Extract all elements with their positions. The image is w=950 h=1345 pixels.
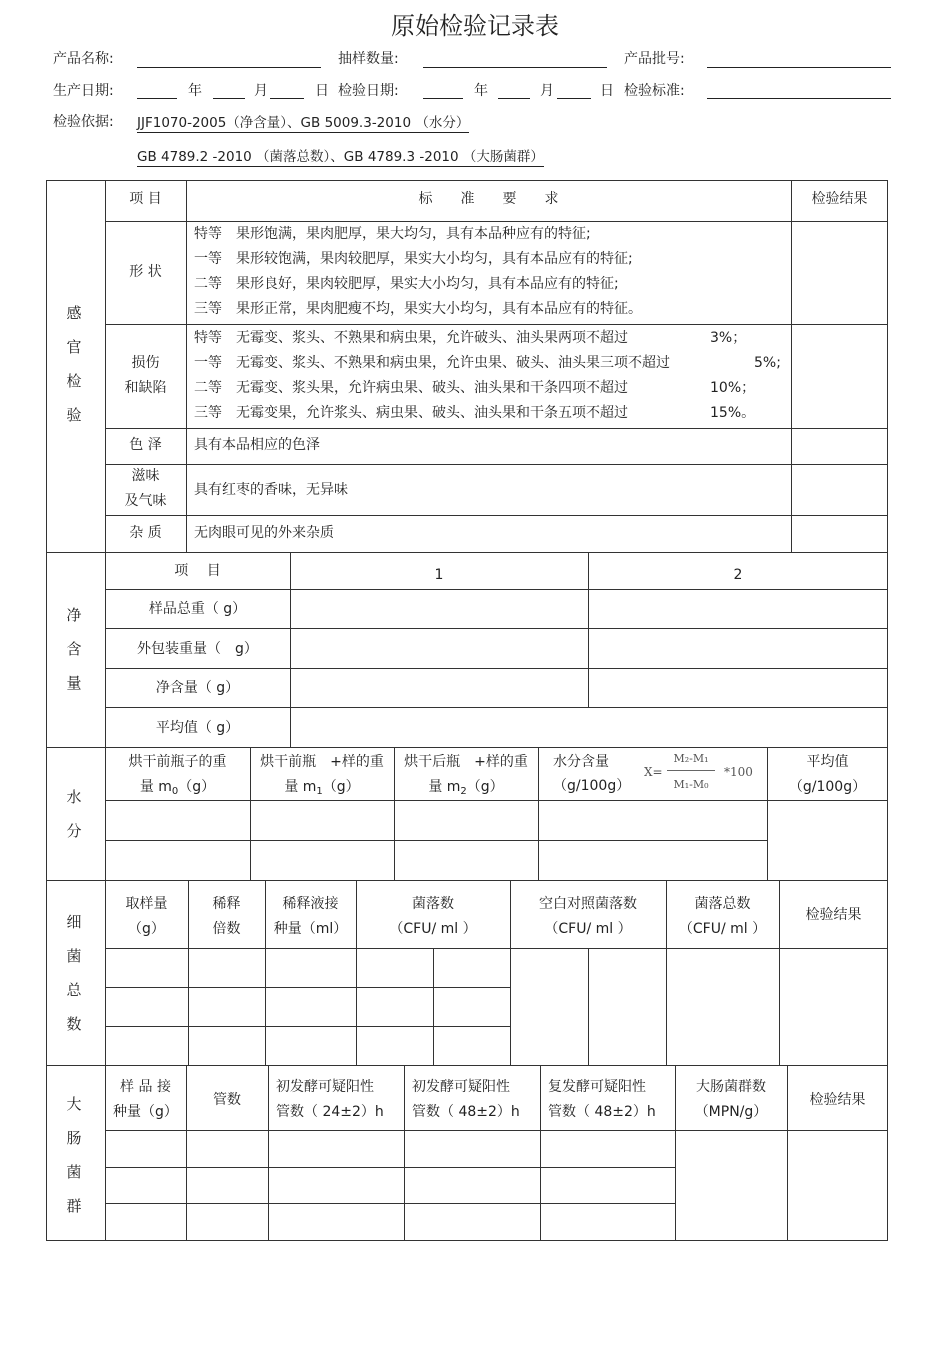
basis-label: 检验依据: xyxy=(53,114,114,130)
prod-day-field[interactable] xyxy=(270,98,304,99)
insp-month-label: 月 xyxy=(540,83,554,99)
bacteria-h3-line1: 稀释液接 xyxy=(282,896,339,912)
prod-day-label: 日 xyxy=(315,83,329,99)
bacteria-col-result: 检验结果 xyxy=(805,907,862,923)
moisture-h5-line1: 平均值 xyxy=(806,754,849,770)
insp-standard-label: 检验标准: xyxy=(624,83,685,99)
prod-date-label: 生产日期: xyxy=(53,83,114,99)
net-col-item: 项 目 xyxy=(174,563,221,579)
moisture-h1-line1: 烘干前瓶子的重 xyxy=(128,754,227,770)
damage-line-3: 二等 无霉变、浆头果，允许病虫果、破头、油头果和干条四项不超过 xyxy=(194,380,628,396)
insp-year-field[interactable] xyxy=(423,98,463,99)
coliform-h1-line2: 种量（g） xyxy=(113,1104,178,1120)
insp-day-label: 日 xyxy=(600,83,614,99)
bacteria-h2-line2: 倍数 xyxy=(212,921,241,937)
moisture-h4-line1: 水分含量 xyxy=(553,754,609,770)
coliform-h4-line1: 初发酵可疑阳性 xyxy=(412,1079,510,1095)
coliform-col-result: 检验结果 xyxy=(809,1092,866,1108)
insp-year-label: 年 xyxy=(474,83,488,99)
coliform-h6-line2: （MPN/g） xyxy=(694,1104,768,1120)
bacteria-h4-line2: （CFU/ ml ） xyxy=(389,921,477,937)
damage-pct-2: 5%; xyxy=(754,355,781,371)
shape-line-2: 一等 果形较饱满，果肉较肥厚，果实大小均匀，具有本品应有的特征; xyxy=(194,251,633,267)
coliform-h5-line1: 复发酵可疑阳性 xyxy=(548,1079,646,1095)
shape-label: 形 状 xyxy=(129,264,162,280)
moisture-h4-line2: （g/100g） xyxy=(553,778,631,794)
impurity-requirement: 无肉眼可见的外来杂质 xyxy=(194,525,334,541)
damage-pct-4: 15%。 xyxy=(710,405,756,421)
coliform-h4-line2: 管数（ 48±2）h xyxy=(412,1104,520,1120)
net-row-sample-weight: 样品总重（ g） xyxy=(148,601,247,617)
taste-requirement: 具有红枣的香味，无异味 xyxy=(194,482,348,498)
product-name-label: 产品名称: xyxy=(53,51,114,67)
damage-line-2: 一等 无霉变、浆头、不熟果和病虫果，允许虫果、破头、油头果三项不超过 xyxy=(194,355,670,371)
batch-no-field[interactable] xyxy=(707,67,891,68)
bacteria-h1-line2: （g） xyxy=(128,921,165,937)
batch-no-label: 产品批号: xyxy=(624,51,685,67)
prod-month-field[interactable] xyxy=(213,98,245,99)
insp-day-field[interactable] xyxy=(557,98,591,99)
moisture-h3-line1: 烘干后瓶 +样的重 xyxy=(404,754,528,770)
basis-line-1: JJF1070-2005（净含量）、GB 5009.3-2010 （水分） xyxy=(137,111,469,133)
moisture-h3-line2: 量 $m_2(g)$ xyxy=(428,779,504,797)
shape-line-1: 特等 果形饱满，果肉肥厚，果大均匀，具有本品种应有的特征; xyxy=(194,226,591,242)
sensory-section-label: 感 官 检 验 xyxy=(66,304,82,424)
damage-pct-3: 10%； xyxy=(710,380,756,396)
bacteria-h5-line2: （CFU/ ml ） xyxy=(544,921,632,937)
coliform-h6-line1: 大肠菌群数 xyxy=(696,1079,766,1095)
impurity-label: 杂 质 xyxy=(129,525,162,541)
net-col-1: 1 xyxy=(434,567,444,583)
bacteria-h1-line1: 取样量 xyxy=(125,896,168,912)
moisture-h2-line1: 烘干前瓶 +样的重 xyxy=(260,754,384,770)
coliform-h3-line2: 管数（ 24±2）h xyxy=(276,1104,384,1120)
prod-year-label: 年 xyxy=(188,83,202,99)
coliform-h1-line1: 样 品 接 xyxy=(120,1079,171,1095)
basis-line-2: GB 4789.2 -2010 （菌落总数）、GB 4789.3 -2010 （大肠菌群） xyxy=(137,145,544,167)
shape-result-cell[interactable] xyxy=(791,260,888,285)
net-col-2: 2 xyxy=(733,567,743,583)
bacteria-h6-line2: （CFU/ ml ） xyxy=(678,921,767,937)
insp-standard-field[interactable] xyxy=(707,98,891,99)
taste-label-2: 及气味 xyxy=(124,493,167,509)
coliform-section-label: 大 肠 菌 群 xyxy=(66,1095,82,1215)
coliform-h3-line1: 初发酵可疑阳性 xyxy=(276,1079,374,1095)
coliform-h5-line2: 管数（ 48±2）h xyxy=(548,1104,656,1120)
moisture-h5-line2: （g/100g） xyxy=(788,779,867,795)
net-row-average: 平均值（ g） xyxy=(155,720,240,736)
prod-month-label: 月 xyxy=(254,83,268,99)
insp-month-field[interactable] xyxy=(498,98,530,99)
bacteria-h4-line1: 菌落数 xyxy=(412,896,454,912)
damage-label-2: 和缺陷 xyxy=(124,380,167,396)
sensory-col-item: 项 目 xyxy=(129,191,162,207)
taste-label-1: 滋味 xyxy=(131,468,160,484)
product-name-field[interactable] xyxy=(137,67,321,68)
damage-pct-1: 3%； xyxy=(710,330,747,346)
sample-qty-field[interactable] xyxy=(423,67,607,68)
bacteria-h2-line1: 稀释 xyxy=(212,896,241,912)
bacteria-h5-line1: 空白对照菌落数 xyxy=(539,896,637,912)
shape-line-4: 三等 果形正常，果肉肥瘦不均，果实大小均匀，具有本品应有的特征。 xyxy=(194,301,642,317)
net-row-package-weight: 外包装重量（ g） xyxy=(137,641,258,657)
sensory-col-requirement: 标 准 要 求 xyxy=(418,191,559,207)
damage-label-1: 损伤 xyxy=(131,355,160,371)
sample-qty-label: 抽样数量: xyxy=(338,51,399,67)
page-title: 原始检验记录表 xyxy=(391,12,559,40)
coliform-h2: 管数 xyxy=(213,1092,241,1108)
insp-date-label: 检验日期: xyxy=(338,83,399,99)
moisture-h2-line2: 量 $m_1(g)$ xyxy=(284,779,360,797)
sensory-col-result: 检验结果 xyxy=(811,191,868,207)
damage-line-1: 特等 无霉变、浆头、不熟果和病虫果，允许破头、油头果两项不超过 xyxy=(194,330,628,346)
bacteria-h3-line2: 种量（ml） xyxy=(273,921,348,937)
moisture-section-label: 水 分 xyxy=(66,788,82,840)
color-requirement: 具有本品相应的色泽 xyxy=(194,437,320,453)
bacteria-h6-line1: 菌落总数 xyxy=(694,896,751,912)
damage-line-4: 三等 无霉变果，允许浆头、病虫果、破头、油头果和干条五项不超过 xyxy=(194,405,628,421)
moisture-h1-line2: 量 $m_0(g)$ xyxy=(139,779,216,797)
net-section-label: 净 含 量 xyxy=(66,606,82,692)
prod-year-field[interactable] xyxy=(137,98,177,99)
net-row-net-content: 净含量（ g） xyxy=(155,680,240,696)
bacteria-section-label: 细 菌 总 数 xyxy=(66,913,82,1033)
color-label: 色 泽 xyxy=(129,437,162,453)
shape-line-3: 二等 果形良好，果肉较肥厚，果实大小均匀，具有本品应有的特征; xyxy=(194,276,619,292)
